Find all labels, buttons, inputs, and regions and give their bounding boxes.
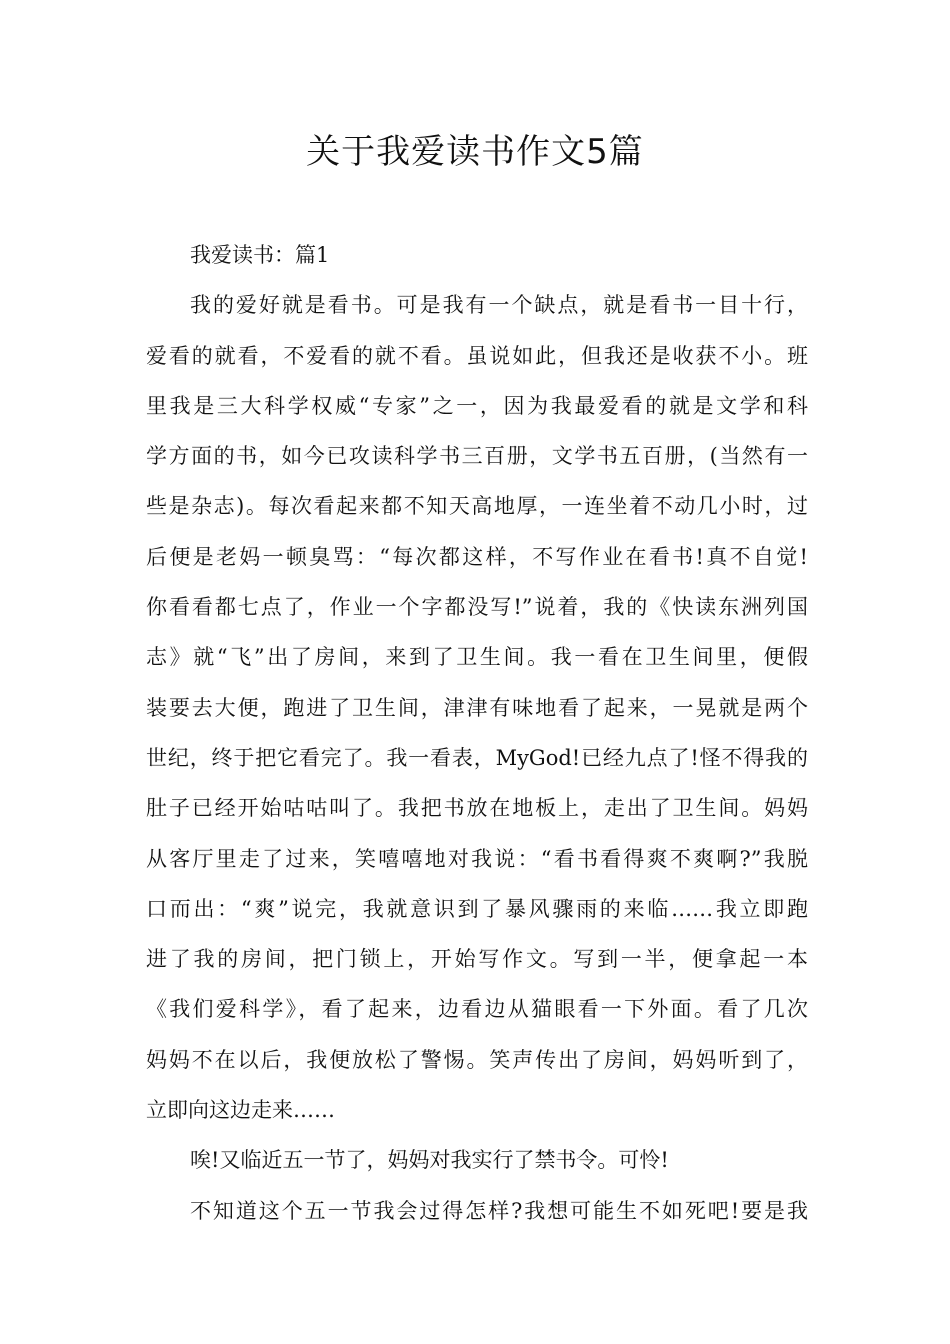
paragraph-line: 爱看的就看，不爱看的就不看。虽说如此，但我还是收获不小。班 (146, 343, 808, 368)
document-body (146, 230, 808, 1236)
paragraph-line: 肚子已经开始咕咕叫了。我把书放在地板上，走出了卫生间。妈妈 (146, 796, 808, 821)
paragraph-line: 从客厅里走了过来，笑嘻嘻地对我说：“看书看得爽不爽啊?”我脱 (146, 846, 808, 871)
paragraph-line: 立即向这边走来…… (146, 1098, 335, 1123)
document-title: 关于我爱读书作文5篇 (306, 132, 644, 172)
paragraph-line: 学方面的书，如今已攻读科学书三百册，文学书五百册，(当然有一 (146, 444, 808, 469)
paragraph-line: 进了我的房间，把门锁上，开始写作文。写到一半，便拿起一本 (146, 947, 808, 972)
paragraph-3: 不知道这个五一节我会过得怎样?我想可能生不如死吧!要是我 (190, 1198, 808, 1223)
paragraph-line: 口而出：“爽”说完，我就意识到了暴风骤雨的来临……我立即跑 (146, 896, 808, 921)
paragraph-line: 我的爱好就是看书。可是我有一个缺点，就是看书一目十行， (190, 293, 808, 318)
paragraph-2: 唉!又临近五一节了，妈妈对我实行了禁书令。可怜! (190, 1148, 669, 1173)
paragraph-line: 后便是老妈一顿臭骂：“每次都这样，不写作业在看书!真不自觉! (146, 544, 808, 569)
paragraph-line: 些是杂志)。每次看起来都不知天高地厚，一连坐着不动几小时，过 (146, 494, 808, 519)
paragraph-1 (146, 280, 808, 1135)
paragraph-line: 里我是三大科学权威“专家”之一，因为我最爱看的就是文学和科 (146, 393, 808, 418)
paragraph-line: 妈妈不在以后，我便放松了警惕。笑声传出了房间，妈妈听到了， (146, 1047, 808, 1072)
section-heading: 我爱读书：篇1 (190, 243, 330, 267)
paragraph-line: 你看看都七点了，作业一个字都没写!”说着，我的《快读东洲列国 (146, 595, 808, 620)
paragraph-line: 装要去大便，跑进了卫生间，津津有味地看了起来，一晃就是两个 (146, 695, 808, 720)
paragraph-line: 志》就“飞”出了房间，来到了卫生间。我一看在卫生间里，便假 (146, 645, 808, 670)
paragraph-line: 《我们爱科学》，看了起来，边看边从猫眼看一下外面。看了几次 (146, 997, 808, 1022)
paragraph-line: 世纪，终于把它看完了。我一看表，MyGod!已经九点了!怪不得我的 (146, 745, 808, 770)
